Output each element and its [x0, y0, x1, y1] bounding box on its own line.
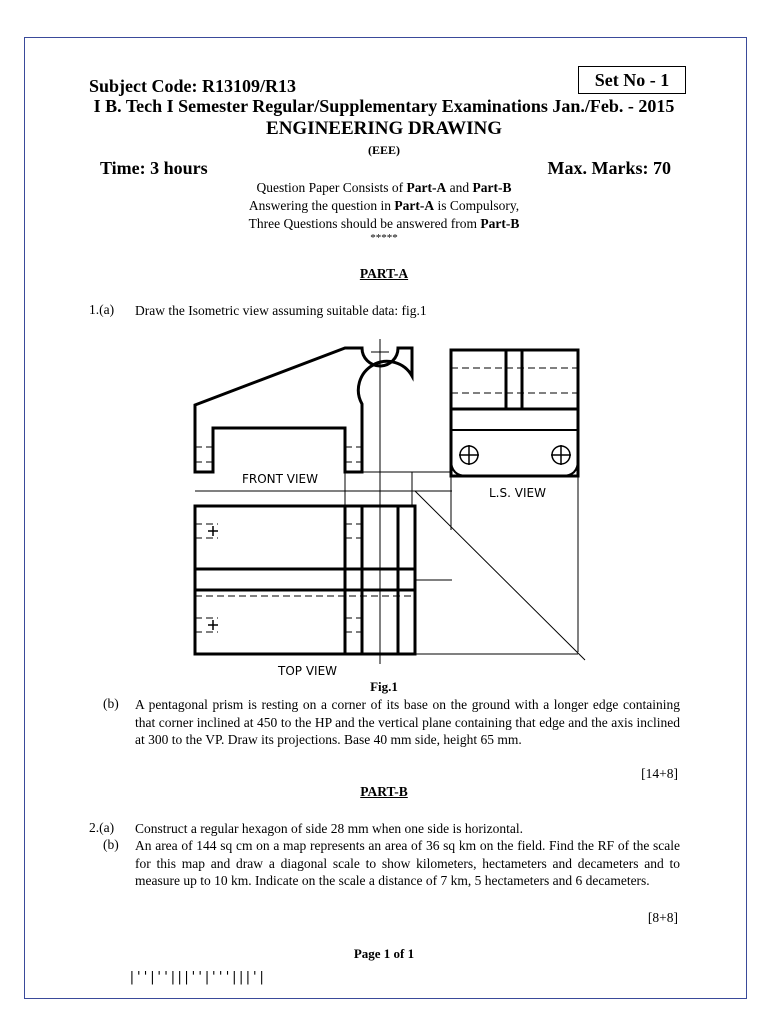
instruction-line-1: Question Paper Consists of Part-A and Part-B — [256, 180, 512, 195]
page-number: Page 1 of 1 — [353, 946, 415, 961]
time-label: Time: 3 hours — [100, 158, 208, 178]
question-text: Construct a regular hexagon of side 28 mm when one side is horizontal. — [135, 821, 524, 836]
figure-caption: Fig.1 — [370, 679, 398, 694]
paper-code-marks: |''|''|||''|'''|||'| — [128, 970, 265, 985]
front-view-label: FRONT VIEW — [242, 472, 319, 486]
question-number: 1.(a) — [89, 302, 115, 317]
instruction-line-2: Answering the question in Part-A is Compulsory, — [248, 198, 520, 213]
side-view-outline — [451, 350, 578, 476]
question-text: Draw the Isometric view assuming suitable data: fig.1 — [135, 303, 427, 318]
engineering-drawing-figure — [185, 338, 595, 683]
separator-stars: ***** — [370, 232, 398, 244]
side-view-label: L.S. VIEW — [489, 486, 546, 500]
top-view-outline — [195, 506, 415, 654]
course-title: ENGINEERING DRAWING — [266, 118, 502, 139]
question-number: (b) — [103, 696, 119, 711]
front-view-outline — [195, 348, 412, 472]
instruction-line-3: Three Questions should be answered from Part-B — [248, 216, 520, 231]
question-text: A pentagonal prism is resting on a corner of its base on the ground with a longer edge containing that corner inclined at 450 to the HP and the vertical plane containing that edge and the axis inclined at 300 to the VP. Draw its projections. Base 40 mm side, height 65 mm. — [135, 697, 680, 748]
question-number: 2.(a) — [89, 820, 115, 835]
exam-title: I B. Tech I Semester Regular/Supplementary Examinations Jan./Feb. - 2015 — [93, 96, 675, 116]
part-a-heading: PART-A — [359, 266, 409, 281]
top-view-label: TOP VIEW — [278, 664, 338, 678]
subject-code: Subject Code: R13109/R13 — [89, 76, 296, 96]
marks-allocation: [8+8] — [647, 910, 678, 925]
question-number: (b) — [103, 837, 119, 852]
question-text: An area of 144 sq cm on a map represents an area of 36 sq km on the field. Find the RF of the scale for this map and draw a diagonal scale to show kilometers, hectameters and decameters and to measure up to 10 km. Indicate on the scale a distance of 7 km, 5 hectameters and 6 decameters. — [135, 838, 680, 889]
max-marks-label: Max. Marks: 70 — [547, 158, 671, 178]
part-b-heading: PART-B — [360, 784, 408, 799]
set-number-box: Set No - 1 — [578, 66, 686, 94]
marks-allocation: [14+8] — [641, 766, 678, 781]
branch-label: (EEE) — [367, 143, 400, 157]
